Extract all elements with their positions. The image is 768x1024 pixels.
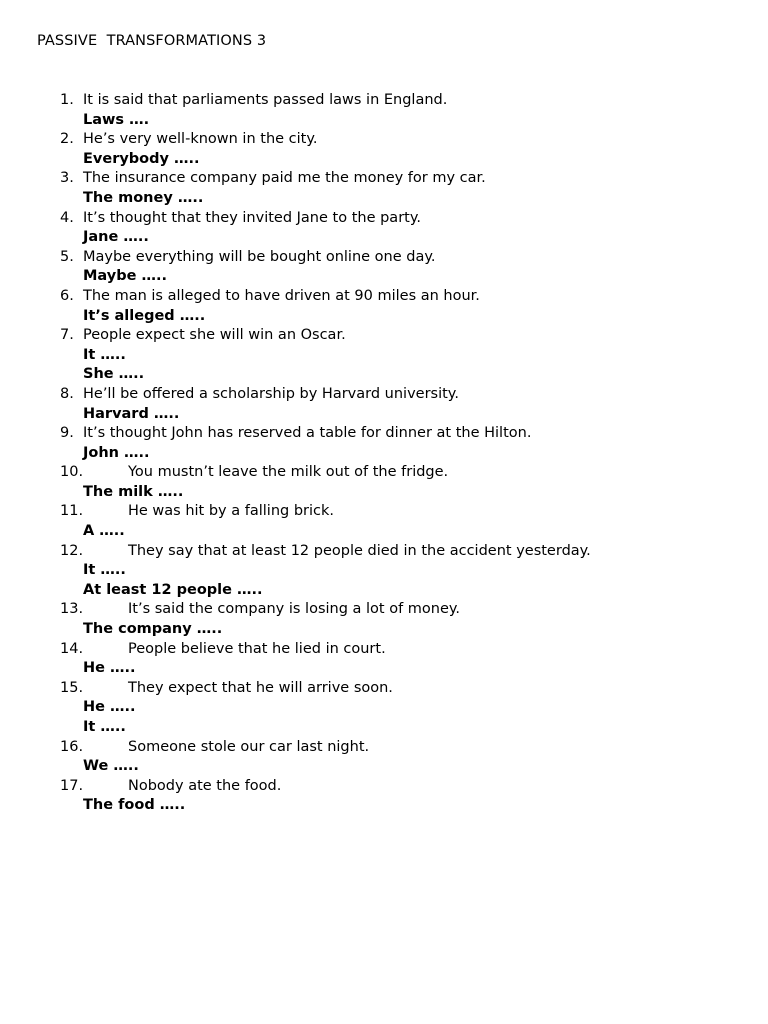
exercise-question: It is said that parliaments passed laws in England. [83,92,448,108]
answer-prompt-text: It ….. [83,562,126,579]
answer-prompt-text: It ….. [83,719,126,735]
exercise-number: 14. [60,640,84,657]
answer-prompt-text: Jane ….. [83,229,149,246]
exercise-answer-prompt [0,796,768,816]
exercise-question: The insurance company paid me the money for my car. [83,170,486,187]
exercise-number: 2. [60,131,74,148]
page-title: PASSIVE TRANSFORMATIONS 3 [37,33,267,49]
answer-prompt-text: Harvard ….. [83,405,180,422]
answer-prompt-text: He ….. [83,699,136,716]
exercise-number: 4. [60,209,74,226]
exercise-number: 1. [60,92,74,108]
exercise-item [0,385,768,405]
exercise-answer-prompt [0,189,768,209]
exercise-number: 7. [60,327,74,344]
exercise-answer-prompt [0,522,768,542]
exercise-question: They expect that he will arrive soon. [128,679,393,696]
exercise-item [0,738,768,758]
exercise-number: 6. [60,287,74,304]
exercise-answer-prompt [0,718,768,738]
answer-prompt-text: The food ….. [83,797,186,814]
exercise-list [0,91,768,816]
exercise-answer-prompt [0,620,768,640]
exercise-number: 3. [60,170,74,187]
exercise-answer-prompt [0,659,768,679]
exercise-answer-prompt [0,228,768,248]
exercise-number: 8. [60,385,74,402]
answer-prompt-text: At least 12 people ….. [83,581,263,598]
exercise-item [0,209,768,229]
exercise-item [0,600,768,620]
exercise-answer-prompt [0,581,768,601]
exercise-question: He’s very well-known in the city. [83,131,318,148]
exercise-item [0,287,768,307]
exercise-number: 12. [60,542,84,559]
exercise-answer-prompt [0,483,768,503]
exercise-answer-prompt [0,698,768,718]
exercise-question: Maybe everything will be bought online one day. [83,248,436,265]
exercise-number: 9. [60,425,74,442]
exercise-answer-prompt [0,561,768,581]
exercise-item [0,679,768,699]
exercise-answer-prompt [0,267,768,287]
exercise-question: Someone stole our car last night. [128,738,370,755]
exercise-item [0,777,768,797]
exercise-item [0,424,768,444]
exercise-item [0,248,768,268]
answer-prompt-text: It’s alleged ….. [83,307,206,324]
answer-prompt-text: The money ….. [83,189,204,206]
exercise-question: People believe that he lied in court. [128,640,386,657]
exercise-answer-prompt [0,365,768,385]
exercise-question: You mustn’t leave the milk out of the fridge. [128,464,449,481]
exercise-answer-prompt [0,307,768,327]
exercise-number: 5. [60,248,74,265]
exercise-number: 16. [60,738,84,755]
answer-prompt-text: Maybe ….. [83,268,167,285]
exercise-question: He’ll be offered a scholarship by Harvard university. [83,385,459,402]
answer-prompt-text: A ….. [83,523,125,540]
exercise-item [0,169,768,189]
exercise-number: 13. [60,601,84,618]
exercise-item [0,130,768,150]
exercise-number: 10. [60,464,84,481]
exercise-item [0,542,768,562]
exercise-question: The man is alleged to have driven at 90 miles an hour. [83,287,480,304]
exercise-question: It’s thought that they invited Jane to the party. [83,209,421,226]
exercise-answer-prompt [0,346,768,366]
exercise-item [0,502,768,522]
answer-prompt-text: He ….. [83,660,136,677]
answer-prompt-text: She ….. [83,366,145,383]
answer-prompt-text: It ….. [83,346,126,363]
answer-prompt-text: Everybody ….. [83,150,200,167]
answer-prompt-text: We ….. [83,758,139,775]
exercise-answer-prompt [0,111,768,131]
exercise-answer-prompt [0,444,768,464]
answer-prompt-text: The company ….. [83,621,223,638]
exercise-number: 11. [60,503,84,520]
exercise-question: It’s thought John has reserved a table for dinner at the Hilton. [83,425,532,442]
exercise-question: They say that at least 12 people died in the accident yesterday. [128,542,591,559]
answer-prompt-text: Laws …. [83,111,150,128]
exercise-item [0,91,768,111]
exercise-item [0,326,768,346]
exercise-item [0,463,768,483]
exercise-question: He was hit by a falling brick. [128,503,334,520]
answer-prompt-text: John ….. [83,444,150,461]
exercise-answer-prompt [0,405,768,425]
exercise-question: People expect she will win an Oscar. [83,327,346,344]
exercise-number: 17. [60,777,84,794]
exercise-item [0,640,768,660]
exercise-answer-prompt [0,757,768,777]
exercise-question: Nobody ate the food. [128,777,282,794]
exercise-answer-prompt [0,150,768,170]
exercise-question: It’s said the company is losing a lot of money. [128,601,461,618]
answer-prompt-text: The milk ….. [83,483,184,500]
exercise-number: 15. [60,679,84,696]
